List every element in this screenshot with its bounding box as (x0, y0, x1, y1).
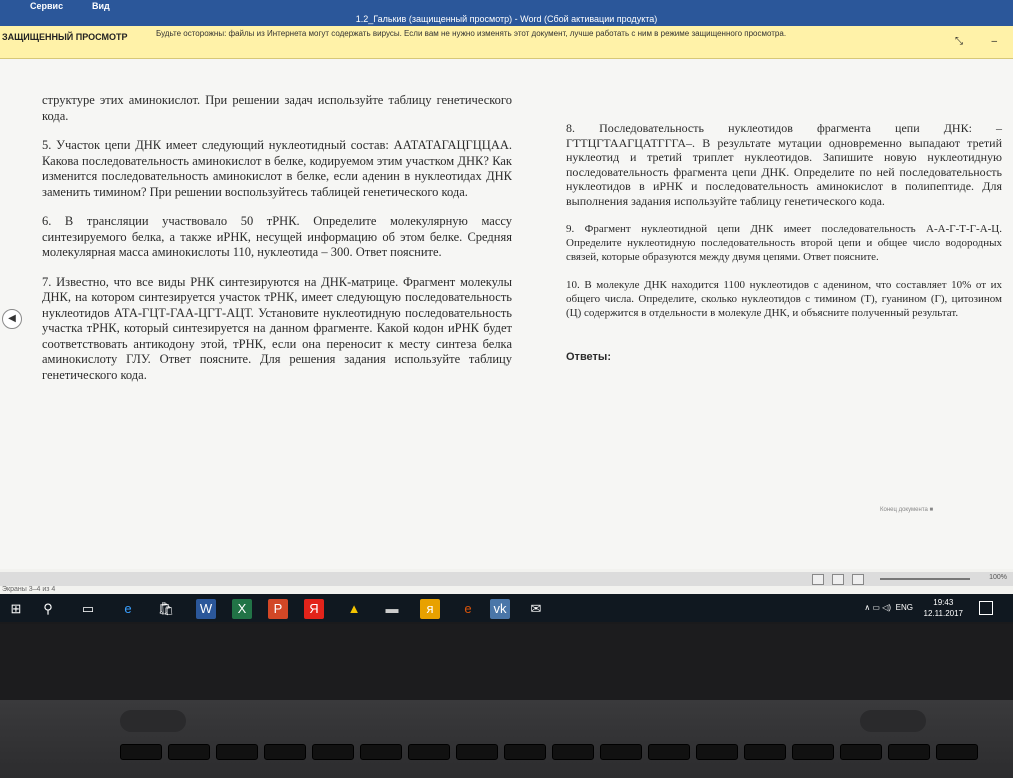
task-9: 9. Фрагмент нуклеотидной цепи ДНК имеет последовательность А-А-Г-Т-Г-А-Ц. Определите нуклеотидную последовательность второй цепи и общее число водородных связей, которые образуются между двумя цепями. Ответ поясните. (566, 223, 1002, 263)
keyboard-key (744, 744, 786, 760)
paragraph-intro: структуре этих аминокислот. При решении задач используйте таблицу генетического кода. (42, 93, 512, 123)
task-6: 6. В трансляции участвовало 50 тРНК. Определите молекулярную массу синтезируемого белка, а также иРНК, несущей информацию об этом белке. Средняя молекулярная масса аминокислоты 110, нуклеотида – 300. Ответ поясните. (42, 214, 512, 259)
page-counter: Экраны 3–4 из 4 (2, 586, 56, 593)
keyboard-key (936, 744, 978, 760)
yandex-icon[interactable]: Я (304, 599, 324, 619)
minimize-icon[interactable]: – (991, 36, 997, 47)
keyboard-key (312, 744, 354, 760)
keyboard-key (408, 744, 450, 760)
store-icon[interactable]: 🛍 (157, 601, 175, 616)
photos-icon[interactable]: я (420, 599, 440, 619)
keyboard-key (216, 744, 258, 760)
answers-label: Ответы: (566, 351, 611, 363)
menu-item-service[interactable]: Сервис (30, 1, 64, 11)
keyboard-key (456, 744, 498, 760)
speaker-grille-left (120, 710, 186, 732)
window-title: 1.2_Галькив (защищенный просмотр) - Word (Сбой активации продукта) (0, 12, 1013, 26)
restore-icon[interactable]: ⤡ (955, 36, 963, 47)
read-mode-icon[interactable] (812, 574, 824, 585)
notifications-icon[interactable] (979, 601, 993, 615)
document-page (0, 59, 1013, 569)
web-layout-icon[interactable] (852, 574, 864, 585)
prev-page-icon[interactable]: ◀ (2, 309, 22, 329)
left-column (42, 93, 512, 397)
taskbar (0, 594, 1013, 622)
browser-icon[interactable]: e (464, 601, 472, 616)
keyboard-key (648, 744, 690, 760)
task-5: 5. Участок цепи ДНК имеет следующий нуклеотидный состав: ААТАТАГАЦГЦЦАА. Какова последовательность аминокислот в белке, кодируемом этим участком ДНК? Как изменится последовательность аминокислот в белке, если аденин в нуклеотидах ДНК заменить тимином? При решении воспользуйтесь таблицей генетического кода. (42, 138, 512, 199)
clock-time: 19:43 (933, 598, 954, 607)
task-view-icon[interactable]: ▭ (81, 601, 95, 616)
zoom-slider[interactable] (880, 578, 970, 580)
keyboard-key (360, 744, 402, 760)
menu-item-view[interactable]: Вид (92, 1, 110, 11)
media-player-icon[interactable]: ▲ (347, 601, 361, 616)
clock-date: 12.11.2017 (923, 609, 963, 618)
keyboard-key (600, 744, 642, 760)
windows-start-icon[interactable]: ⊞ (10, 601, 22, 616)
task-10: 10. В молекуле ДНК находится 1100 нуклеотидов с аденином, что составляет 10% от их общего числа. Определите, сколько нуклеотидов с тимином (Т), гуанином (Г), цитозином (Ц) содержится в отдельности в молекуле ДНК, и объясните полученный результат. (566, 279, 1002, 319)
keyboard-key (168, 744, 210, 760)
keyboard-key (888, 744, 930, 760)
right-column (566, 121, 1002, 364)
speaker-grille-right (860, 710, 926, 732)
keyboard-key (552, 744, 594, 760)
protected-view-label: ЗАЩИЩЕННЫЙ ПРОСМОТР (2, 32, 128, 42)
search-icon[interactable]: ⚲ (43, 601, 53, 616)
edge-icon[interactable]: e (124, 601, 132, 616)
tray-icons[interactable]: ∧ ▭ ◁) (864, 603, 891, 612)
keyboard-key (696, 744, 738, 760)
clock[interactable] (924, 597, 963, 619)
protected-view-message: Будьте осторожны: файлы из Интернета могут содержать вирусы. Если вам не нужно изменять этот документ, лучше работать с ним в режиме защищенного просмотра. (156, 29, 787, 38)
word-icon[interactable]: W (196, 599, 216, 619)
keyboard-key (264, 744, 306, 760)
keyboard-key (504, 744, 546, 760)
status-bar (0, 572, 1013, 586)
language-indicator[interactable]: ENG (895, 603, 913, 612)
print-layout-icon[interactable] (832, 574, 844, 585)
excel-icon[interactable]: X (232, 599, 252, 619)
vk-icon[interactable]: vk (490, 599, 510, 619)
keyboard-key (792, 744, 834, 760)
zoom-level[interactable]: 100% (989, 574, 1007, 581)
folder-icon[interactable]: ▬ (385, 601, 399, 616)
end-of-document-marker: Конец документа ■ (880, 507, 934, 513)
powerpoint-icon[interactable]: P (268, 599, 288, 619)
protected-view-bar (0, 26, 1013, 59)
keyboard-key (840, 744, 882, 760)
task-7: 7. Известно, что все виды РНК синтезируются на ДНК-матрице. Фрагмент молекулы ДНК, на котором синтезируется участок тРНК, имеет следующую последовательность нуклеотидов АТА-ГЦТ-ГАА-ЦГТ-АЦТ. Установите нуклеотидную последовательность участка тРНК, который синтезируется на данном фрагменте. Какой кодон иРНК будет соответствовать антикодону этой, тРНК, если она переносит к месту синтеза белка аминокислоту ГЛУ. Ответ поясните. Для решения задания используйте таблицу генетического кода. (42, 274, 512, 382)
task-8: 8. Последовательность нуклеотидов фрагмента цепи ДНК: – ГТТЦГТААГЦАТГГГА–. В результате мутации одновременно выпадают третий нуклеотид и третий триплет нуклеотидов. Запишите новую нуклеотидную последовательность фрагмента цепи ДНК. Определите по ней последовательность нуклеотидов в иРНК и последовательность аминокислот в полипептиде. Для выполнения задания используйте таблицу генетического кода. (566, 121, 1002, 208)
keyboard-key (120, 744, 162, 760)
mail-icon[interactable]: ✉ (530, 601, 542, 616)
laptop-bezel (0, 624, 1013, 700)
